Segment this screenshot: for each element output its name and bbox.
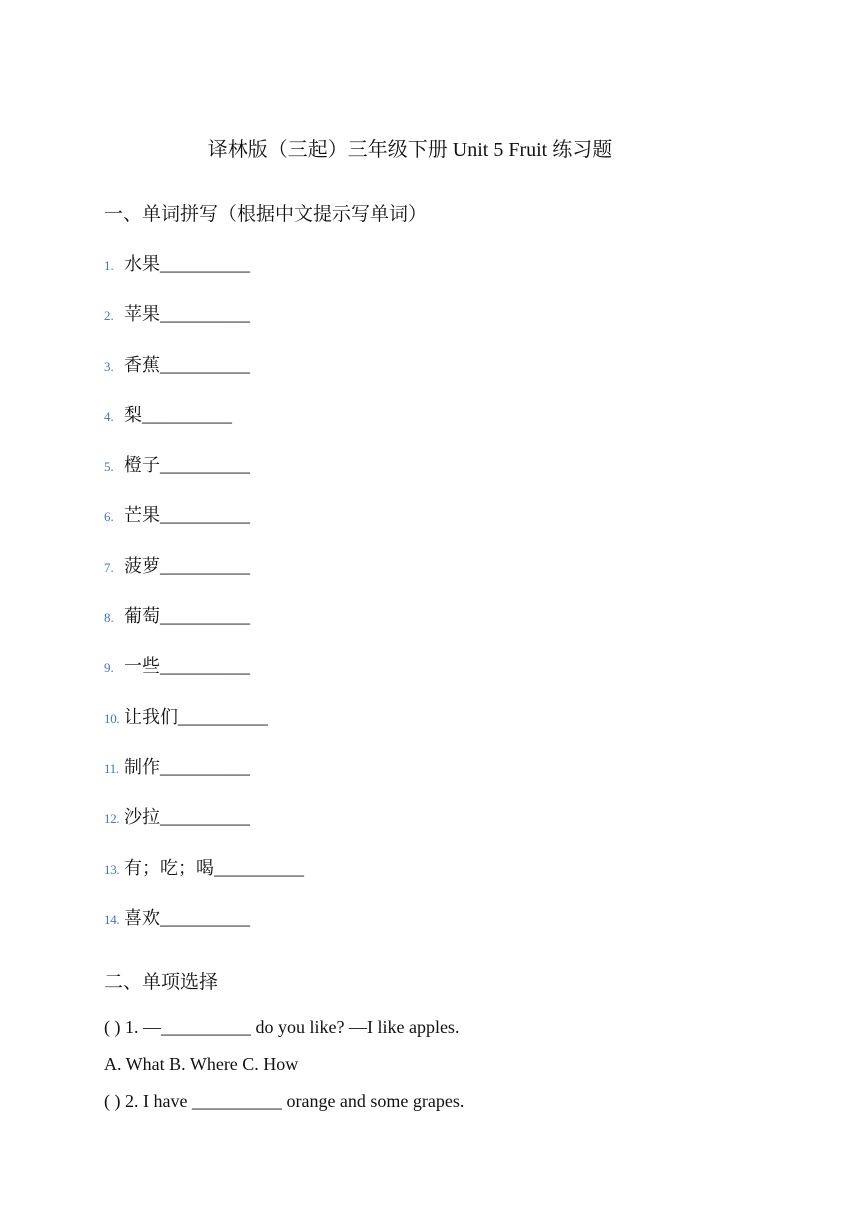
question-2: ( ) 2. I have __________ orange and some grapes. <box>104 1091 465 1111</box>
chinese-prompt: 让我们 <box>124 706 178 728</box>
item-number: 8. <box>104 610 114 626</box>
answer-blank[interactable]: __________ <box>214 857 304 878</box>
list-item <box>104 252 304 302</box>
item-number: 7. <box>104 559 114 575</box>
list-item <box>104 403 304 453</box>
answer-blank[interactable]: __________ <box>160 354 250 375</box>
chinese-prompt: 水果 <box>124 254 160 275</box>
list-item <box>104 654 304 704</box>
list-item <box>104 805 304 855</box>
item-number: 4. <box>104 408 114 424</box>
answer-blank[interactable]: __________ <box>160 756 250 777</box>
list-item <box>104 453 304 503</box>
item-number: 14. <box>104 911 120 927</box>
item-number: 10. <box>104 710 120 726</box>
item-number: 11. <box>104 760 119 776</box>
chinese-prompt: 喜欢 <box>124 907 160 929</box>
answer-blank[interactable]: __________ <box>160 505 250 526</box>
answer-blank[interactable]: __________ <box>160 907 250 928</box>
item-number: 6. <box>104 509 114 525</box>
list-item <box>104 705 304 755</box>
chinese-prompt: 芒果 <box>124 505 160 527</box>
chinese-prompt: 苹果 <box>124 304 160 326</box>
answer-blank[interactable]: __________ <box>160 254 250 274</box>
list-item <box>104 755 304 805</box>
list-item <box>104 302 304 352</box>
spelling-list <box>104 252 304 956</box>
answer-blank[interactable]: __________ <box>160 304 250 325</box>
answer-blank[interactable]: __________ <box>178 706 268 727</box>
item-number: 12. <box>104 811 120 827</box>
answer-blank[interactable]: __________ <box>160 606 250 627</box>
chinese-prompt: 香蕉 <box>124 354 160 376</box>
list-item <box>104 906 304 956</box>
answer-blank[interactable]: __________ <box>142 404 232 425</box>
question-1: ( ) 1. —__________ do you like? —I like apples. <box>104 1017 460 1037</box>
chinese-prompt: 梨 <box>124 404 142 426</box>
list-item <box>104 554 304 604</box>
chinese-prompt: 菠萝 <box>124 555 160 577</box>
item-number: 1. <box>104 258 114 273</box>
answer-blank[interactable]: __________ <box>160 656 250 677</box>
item-number: 5. <box>104 459 114 475</box>
list-item <box>104 503 304 553</box>
answer-blank[interactable]: __________ <box>160 807 250 828</box>
chinese-prompt: 有；吃；喝 <box>124 857 214 879</box>
item-number: 9. <box>104 660 114 676</box>
chinese-prompt: 一些 <box>124 656 160 678</box>
question-1-options: A. What B. Where C. How <box>104 1054 299 1074</box>
section-heading-multiple-choice: 二、单项选择 <box>104 971 219 993</box>
list-item <box>104 856 304 906</box>
chinese-prompt: 橙子 <box>124 455 160 477</box>
answer-blank[interactable]: __________ <box>160 455 250 476</box>
list-item <box>104 604 304 654</box>
chinese-prompt: 制作 <box>124 756 160 778</box>
page-title: 译林版（三起）三年级下册 Unit 5 Fruit 练习题 <box>207 139 613 161</box>
section-heading-spelling: 一、单词拼写（根据中文提示写单词） <box>104 203 428 225</box>
item-number: 13. <box>104 861 120 877</box>
chinese-prompt: 沙拉 <box>124 807 160 829</box>
item-number: 2. <box>104 308 114 324</box>
answer-blank[interactable]: __________ <box>160 555 250 576</box>
chinese-prompt: 葡萄 <box>124 606 160 628</box>
list-item <box>104 353 304 403</box>
item-number: 3. <box>104 358 114 374</box>
